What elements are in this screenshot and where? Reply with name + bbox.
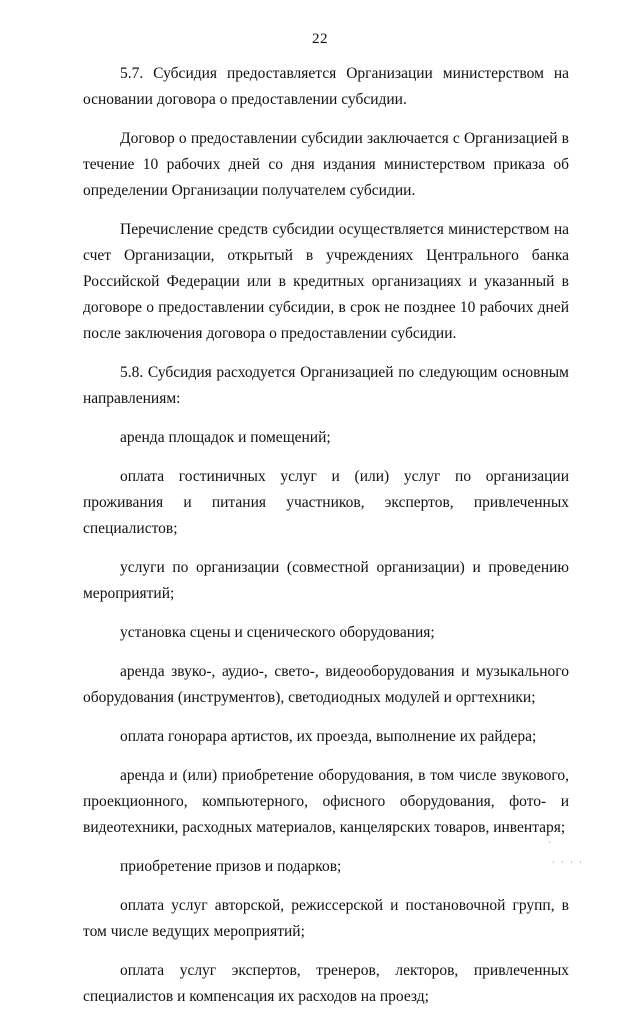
scan-speck: · (548, 838, 551, 847)
list-item-creative-groups: оплата услуг авторской, режиссерской и постановочной групп, в том числе ведущих мероприятий; (83, 897, 569, 940)
list-item-rent-venues: аренда площадок и помещений; (120, 429, 331, 446)
list-item-artist-fees: оплата гонорара артистов, их проезда, выполнение их райдера; (120, 728, 537, 745)
paragraph-5-8: 5.8. Субсидия расходуется Организацией по следующим основным направлениям: (83, 364, 569, 407)
paragraph-transfer: Перечисление средств субсидии осуществляется министерством на счет Организации, открытый в учреждениях Центрального банка Российской Федерации или в кредитных организациях и указанный в договоре о предоставлении субсидии, в срок не позднее 10 рабочих дней после заключения договора о предоставлении субсидии. (83, 221, 569, 342)
paragraph-contract: Договор о предоставлении субсидии заключается с Организацией в течение 10 рабочих дней со дня издания министерством приказа об определении Организации получателем субсидии. (83, 130, 569, 199)
paragraph-5-7: 5.7. Субсидия предоставляется Организации министерством на основании договора о предоставлении субсидии. (83, 65, 569, 108)
list-item-event-services: услуги по организации (совместной организации) и проведению мероприятий; (83, 559, 569, 602)
list-item-equipment-purchase: аренда и (или) приобретение оборудования, в том числе звукового, проекционного, компьютерного, офисного оборудования, фото- и видеотехники, расходных материалов, канцелярских товаров, инвентаря; (83, 767, 569, 836)
list-item-av-equipment: аренда звуко-, аудио-, свето-, видеооборудования и музыкального оборудования (инструментов), светодиодных модулей и оргтехники; (83, 663, 569, 706)
document-body (83, 61, 569, 1010)
scan-specks: · · · · (552, 858, 584, 867)
list-item-prizes: приобретение призов и подарков; (120, 858, 342, 875)
list-item-experts: оплата услуг экспертов, тренеров, лекторов, привлеченных специалистов и компенсация их расходов на проезд; (83, 962, 569, 1005)
page-number: 22 (312, 31, 328, 47)
list-item-stage: установка сцены и сценического оборудования; (120, 624, 435, 641)
list-item-hotel-services: оплата гостиничных услуг и (или) услуг по организации проживания и питания участников, экспертов, привлеченных специалистов; (83, 468, 569, 537)
